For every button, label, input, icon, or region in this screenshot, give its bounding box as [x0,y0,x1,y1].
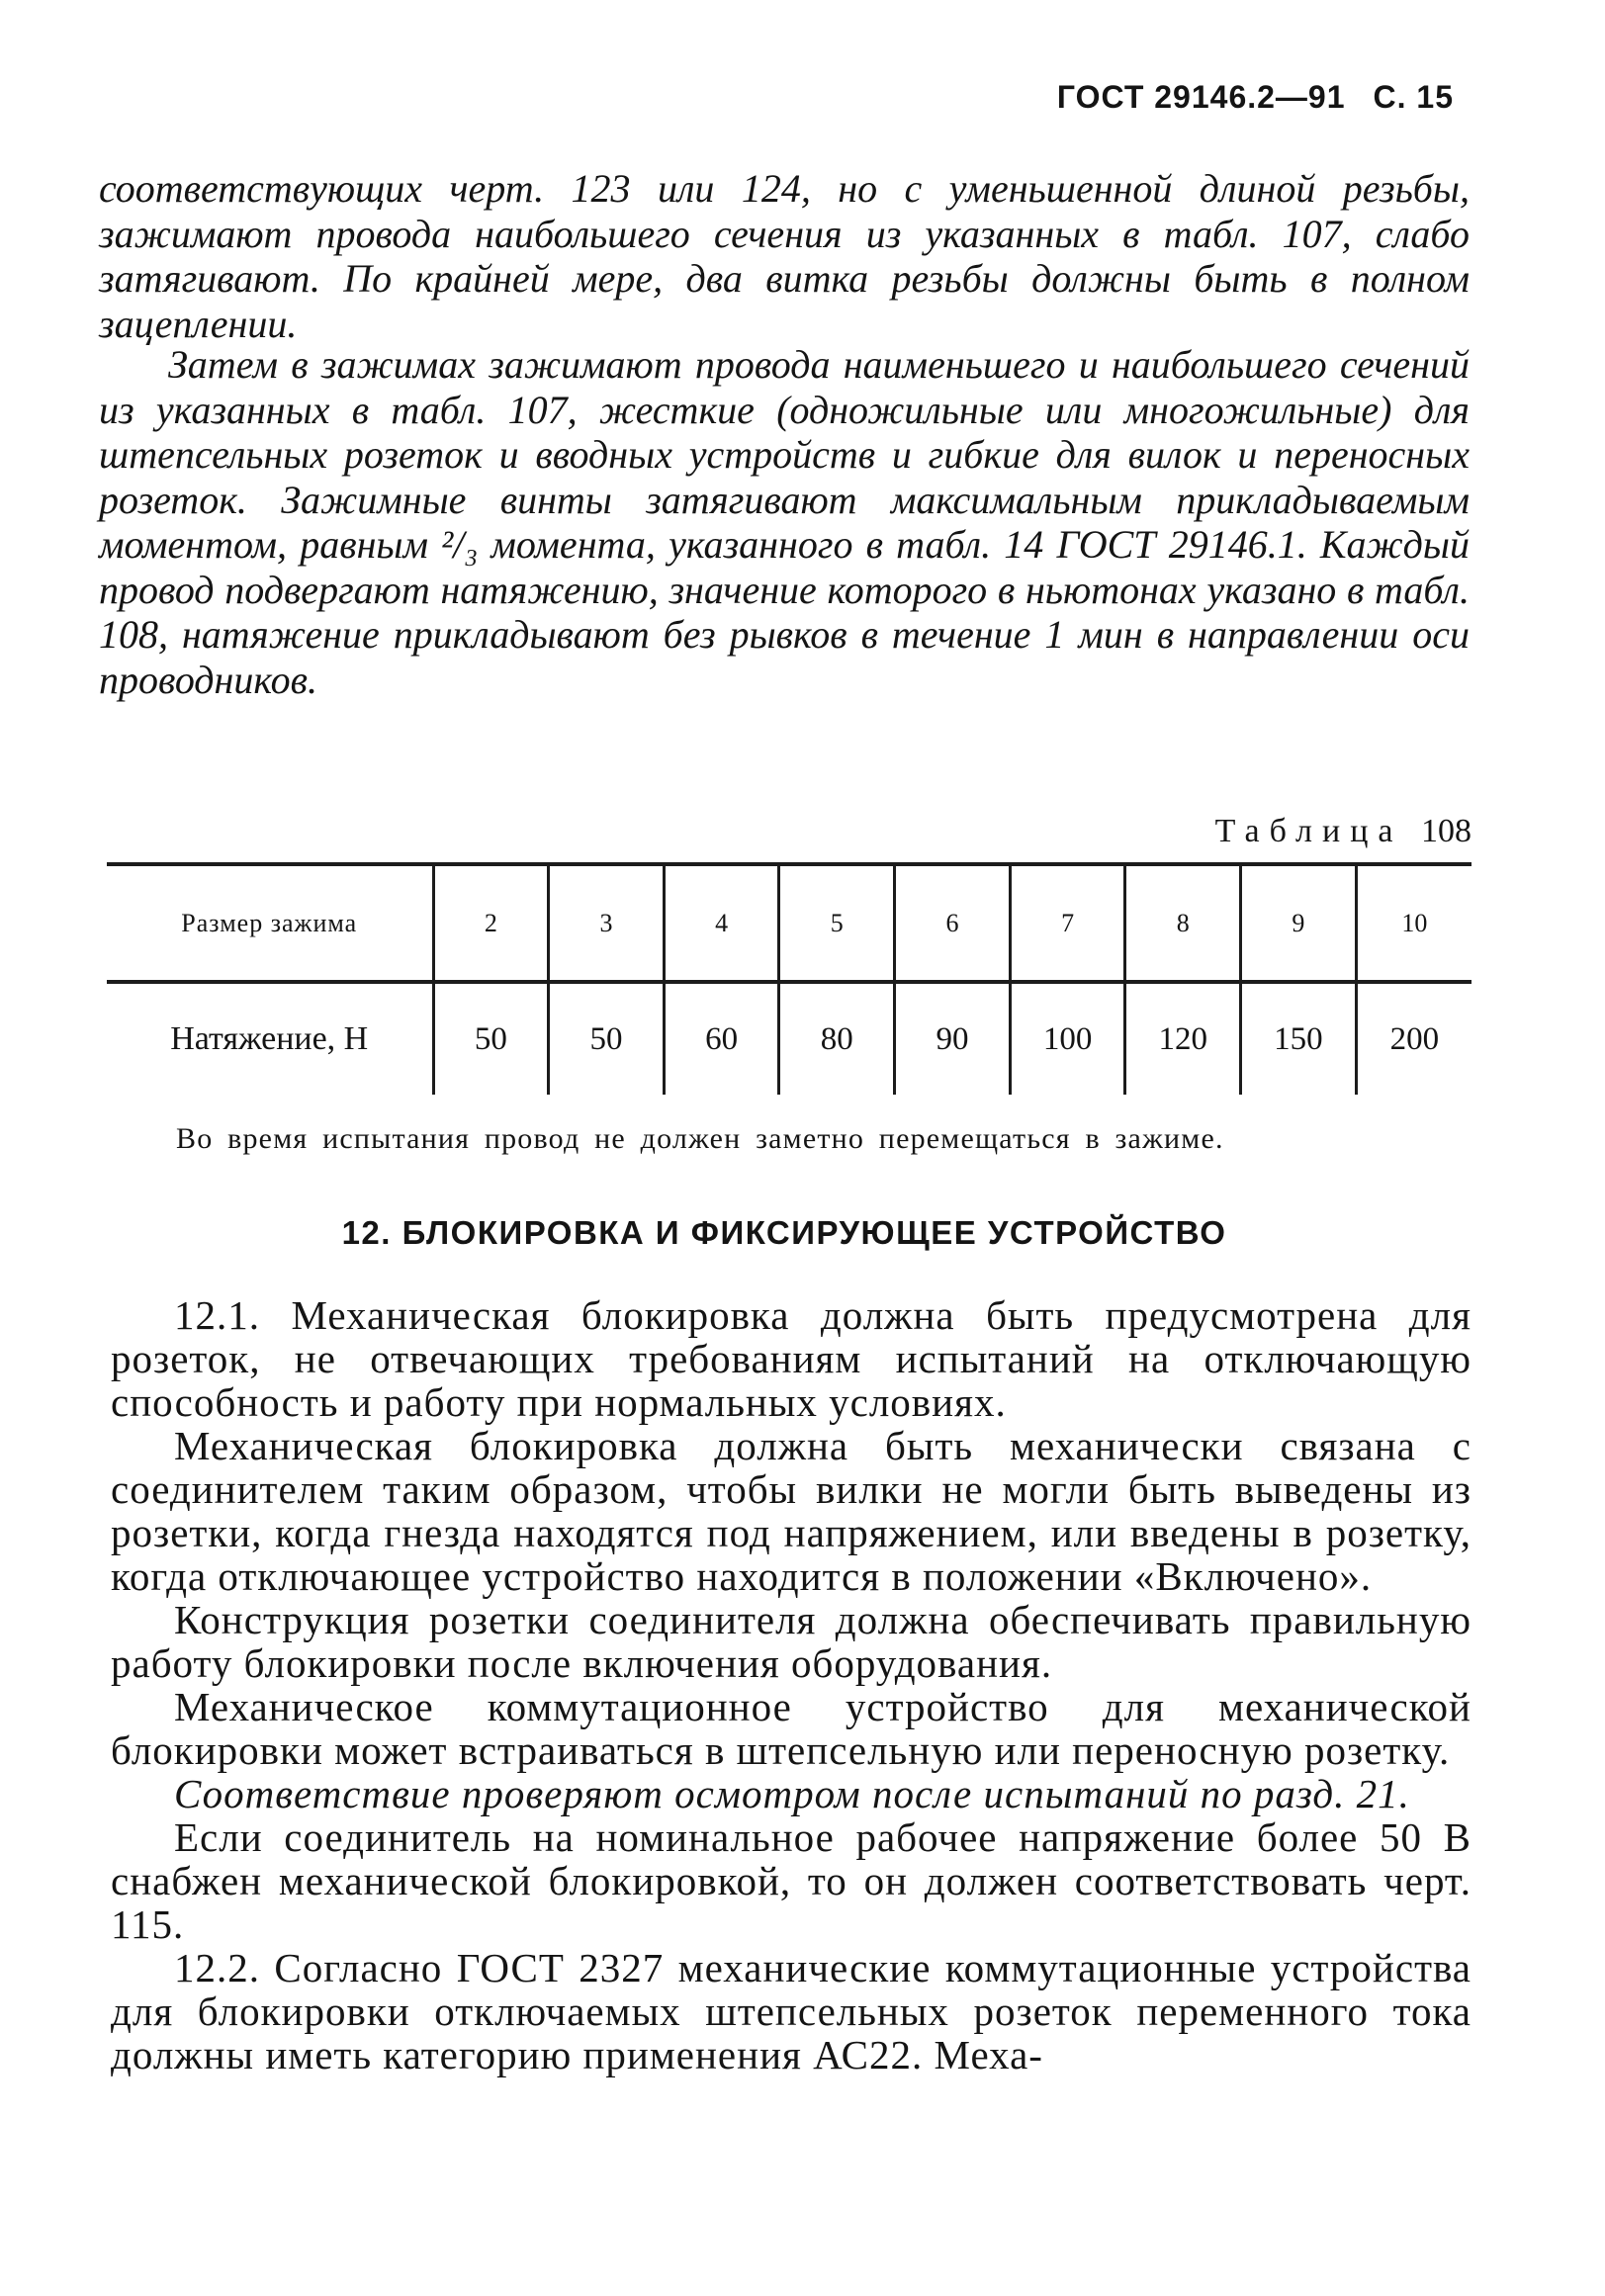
table-cell: 5 [779,864,895,982]
table-caption [1088,813,1471,850]
section-title: 12. БЛОКИРОВКА И ФИКСИРУЮЩЕЕ УСТРОЙСТВО [341,1214,1227,1251]
paragraph-compliance: Соответствие проверяют осмотром после испытаний по разд. 21. [174,1771,1410,1816]
paragraph: Механическая блокировка должна быть механически связана с соединителем таким образом, чтобы вилки не могли быть выведены из розетки, когда гнезда находятся под напряжением, или введены в розетку, когда отключающее устройство находится в положении «Включено». [111,1423,1471,1599]
table-cell: 60 [664,982,779,1095]
table-cell: 90 [895,982,1011,1095]
table-cell: 3 [549,864,665,982]
page-number: С. 15 [1373,79,1454,115]
paragraph-test-procedure: Затем в зажимах зажимают провода наименьшего и наибольшего сечений из указанных в табл. 107, жесткие (одножильные или многожильные) для штепсельных розеток и вводных устройств и гибкие для вилок и переносных розеток. Зажимные винты затягивают максимальным прикладываемым моментом, равным ²/₃ момента, указанного в табл. 14 ГОСТ 29146.1. Каждый провод подвергают натяжению, значение которого в ньютонах указано в табл. 108, натяжение прикладывают без рывков в течение 1 мин в направлении оси проводников. [99,342,1470,702]
table-108 [107,862,1471,1095]
paragraph-12-2: 12.2. Согласно ГОСТ 2327 механические коммутационные устройства для блокировки отключаемых штепсельных розеток переменного тока должны иметь категорию применения АС22. Меха- [111,1945,1471,2077]
table-cell: 7 [1010,864,1125,982]
table-row-clamp-size [107,864,1471,982]
table-cell: 8 [1125,864,1241,982]
paragraph: Механическое коммутационное устройство для механической блокировки может встраиваться в штепсельную или переносную розетку. [111,1684,1471,1773]
table-caption-number: 108 [1421,813,1471,849]
table-cell: 80 [779,982,895,1095]
table-cell: 2 [433,864,549,982]
table-caption-word: Таблица [1214,813,1403,849]
table-row-header: Размер зажима [107,864,433,982]
table-note: Во время испытания провод не должен заметно перемещаться в зажиме. [176,1122,1224,1155]
table-cell: 150 [1241,982,1357,1095]
table-cell: 50 [433,982,549,1095]
table-cell: 10 [1356,864,1471,982]
table-cell: 6 [895,864,1011,982]
table-row-header: Натяжение, Н [170,1020,369,1057]
table-cell: 120 [1125,982,1241,1095]
table-cell: 200 [1356,982,1471,1095]
table-cell: 50 [549,982,665,1095]
paragraph-12-1: 12.1. Механическая блокировка должна быть предусмотрена для розеток, не отвечающих требованиям испытаний на отключающую способность и работу при нормальных условиях. [111,1292,1471,1425]
page-header [1038,79,1454,116]
section-body [111,1293,1471,2076]
table-cell: 4 [664,864,779,982]
paragraph: Конструкция розетки соединителя должна обеспечивать правильную работу блокировки после включения оборудования. [111,1597,1471,1686]
table-row-tension [107,982,1471,1095]
paragraph-continued: соответствующих черт. 123 или 124, но с уменьшенной длиной резьбы, зажимают провода наибольшего сечения из указанных в табл. 107, слабо затягивают. По крайней мере, два витка резьбы должны быть в полном зацеплении. [99,166,1470,346]
table-cell: 9 [1241,864,1357,982]
paragraph: Если соединитель на номинальное рабочее напряжение более 50 В снабжен механической блокировкой, то он должен соответствовать черт. 115. [111,1814,1471,1947]
table-cell: 100 [1010,982,1125,1095]
standard-number: ГОСТ 29146.2—91 [1056,79,1346,115]
